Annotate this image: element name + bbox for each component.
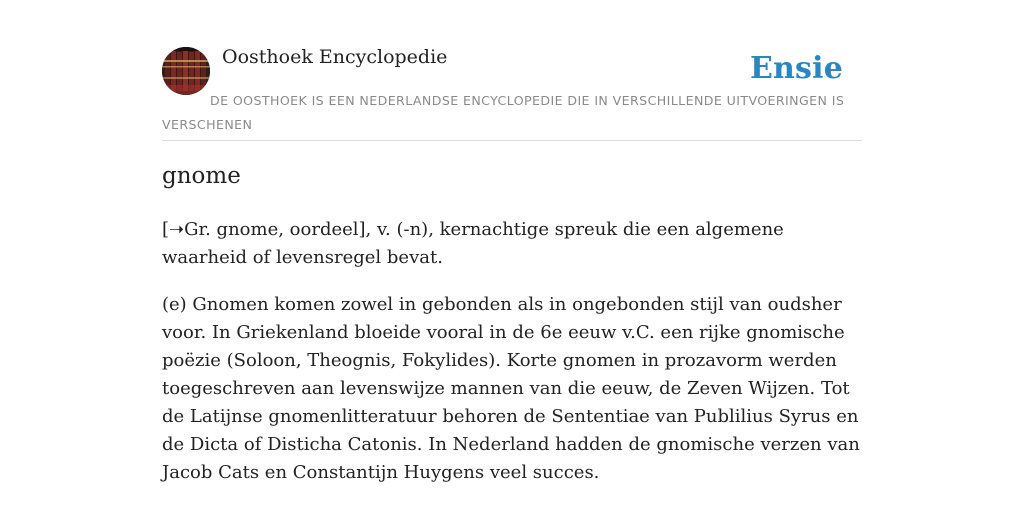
brand-logo[interactable]: Ensie <box>749 51 843 86</box>
site-header <box>162 0 862 141</box>
site-tagline: DE OOSTHOEK IS EEN NEDERLANDSE ENCYCLOPEDIE DIE IN VERSCHILLENDE UITVOERINGEN IS VERSCHENEN <box>162 93 845 132</box>
book-spines-icon[interactable] <box>162 47 210 95</box>
entry-paragraph-definition: [➝Gr. gnome, oordeel], v. (-n), kernachtige spreuk die een algemene waarheid of levensregel bevat. <box>162 219 784 268</box>
entry-title: gnome <box>162 163 241 189</box>
site-title[interactable]: Oosthoek Encyclopedie <box>222 46 448 68</box>
page <box>162 0 862 483</box>
entry-body <box>162 216 862 506</box>
entry-paragraph-history: (e) Gnomen komen zowel in gebonden als in ongebonden stijl van oudsher voor. In Griekenland bloeide vooral in de 6e eeuw v.C. een rijke gnomische poëzie (Soloon, Theognis, Fokylides). Korte gnomen in prozavorm werden toegeschreven aan levenswijze mannen van die eeuw, de Zeven Wijzen. Tot de Latijnse gnomenlitteratuur behoren de Sententiae van Publilius Syrus en de Dicta of Disticha Catonis. In Nederland hadden de gnomische verzen van Jacob Cats en Constantijn Huygens veel succes. <box>162 294 860 483</box>
